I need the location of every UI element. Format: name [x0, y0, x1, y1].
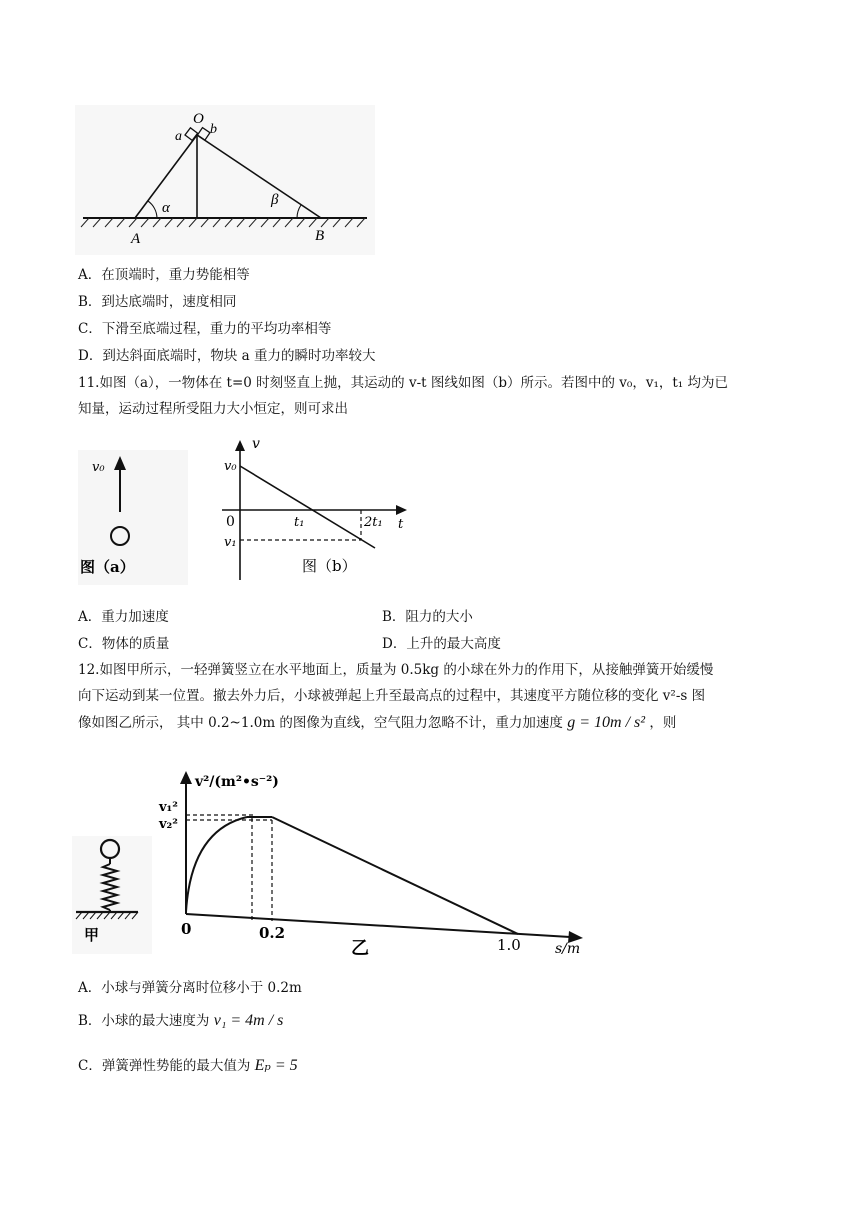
q12-option-c-text: C．弹簧弹性势能的最大值为: [78, 1058, 251, 1074]
q12-figure-jia: [72, 836, 152, 954]
fig-b-origin-label: 0: [226, 514, 235, 530]
q12-figure-yi: [155, 762, 595, 962]
label-A: A: [131, 231, 141, 247]
fig-a-caption: 图（a）: [80, 558, 135, 576]
max-speed-formula: v₁ = 4m / s: [213, 1012, 284, 1029]
fig-b-caption: 图（b）: [302, 557, 357, 575]
fig-b-v1-label: v₁: [224, 535, 237, 550]
max-elastic-energy-formula: Eₚ = 5: [254, 1057, 298, 1074]
fig-b-t1-label: t₁: [294, 515, 305, 530]
q10-option-d: D．到达斜面底端时，物块 a 重力的瞬时功率较大: [78, 348, 376, 364]
label-a: a: [175, 129, 182, 144]
q10-option-a: A．在顶端时，重力势能相等: [78, 267, 250, 283]
q12-option-a: A．小球与弹簧分离时位移小于 0.2m: [78, 980, 302, 996]
q12-option-c: [78, 1057, 298, 1075]
q11-figure-b: [218, 436, 413, 586]
fig-yi-y-axis-label: v²/(m²•s⁻²): [195, 774, 279, 790]
fig-b-2t1-label: 2t₁: [364, 515, 383, 530]
label-b: b: [210, 122, 217, 137]
q12-stem-line3-end: ，则: [649, 715, 677, 731]
q11-figure-a: [78, 450, 188, 585]
fig-yi-caption: 乙: [351, 938, 369, 959]
label-B: B: [315, 228, 325, 244]
fig-yi-v2sq-label: v₂²: [159, 817, 178, 832]
label-O: O: [193, 111, 204, 127]
q12-stem-line3-text: 像如图乙所示， 其中 0.2~1.0m 的图像为直线，空气阻力忽略不计，重力加速度: [78, 715, 563, 731]
fig-yi-x-axis-label: s/m: [555, 941, 581, 957]
q11-option-c: C．物体的质量: [78, 636, 170, 652]
gravity-formula: g = 10m / s²: [567, 714, 646, 731]
fig-yi-v1sq-label: v₁²: [159, 800, 178, 815]
label-beta: β: [271, 192, 279, 208]
fig-b-v-axis-label: v: [252, 436, 260, 452]
q12-option-b-text: B．小球的最大速度为: [78, 1013, 210, 1029]
fig-a-v0-label: v₀: [92, 460, 105, 475]
fig-jia-caption: 甲: [84, 926, 100, 944]
q11-option-b: B．阻力的大小: [382, 609, 473, 625]
q11-option-a: A．重力加速度: [78, 609, 169, 625]
q11-stem-line1: 11.如图（a），一物体在 t=0 时刻竖直上抛，其运动的 v-t 图线如图（b）所示。若图中的 v₀，v₁，t₁ 均为已: [78, 375, 729, 391]
label-alpha: α: [162, 200, 170, 216]
q12-stem-line1: 12.如图甲所示，一轻弹簧竖立在水平地面上，质量为 0.5kg 的小球在外力的作用下，从接触弹簧开始缓慢: [78, 662, 714, 678]
q10-option-c: C．下滑至底端过程，重力的平均功率相等: [78, 321, 332, 337]
q12-stem-line2: 向下运动到某一位置。撤去外力后，小球被弹起上升至最高点的过程中，其速度平方随位移的变化 v²-s 图: [78, 688, 706, 704]
q11-stem-line2: 知量，运动过程所受阻力大小恒定，则可求出: [78, 401, 348, 417]
fig-yi-tick-10: 1.0: [497, 936, 521, 954]
fig-yi-tick-02: 0.2: [259, 924, 286, 942]
q10-option-b: B．到达底端时，速度相同: [78, 294, 237, 310]
fig-b-v0-label: v₀: [224, 459, 237, 474]
q12-stem-line3: [78, 714, 676, 732]
q11-option-d: D．上升的最大高度: [382, 636, 501, 652]
fig-b-t-axis-label: t: [398, 517, 404, 532]
fig-yi-origin-label: 0: [181, 920, 192, 938]
q10-incline-figure: [75, 105, 375, 255]
q12-option-b: [78, 1012, 283, 1030]
